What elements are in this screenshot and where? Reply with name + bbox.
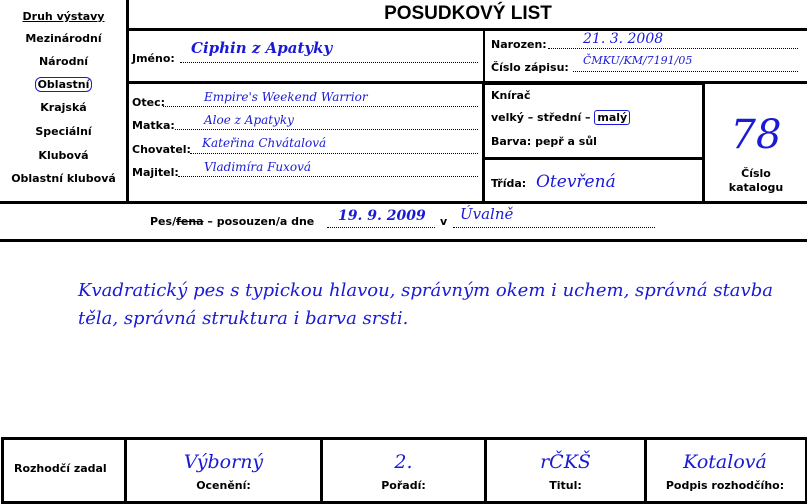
judged-place[interactable]: Úvalně (460, 205, 514, 223)
reg-label: Číslo zápisu: (491, 61, 569, 74)
signature-label: Podpis rozhodčího: (665, 479, 785, 492)
class-label: Třída: (491, 177, 527, 190)
catalog-number[interactable]: 78 (730, 112, 782, 158)
owner-value[interactable]: Vladimíra Fuxová (204, 160, 312, 174)
place-dotline (453, 227, 655, 228)
title-value[interactable]: rČKŠ (540, 451, 591, 473)
info-bottom-line (0, 201, 807, 204)
mother-value[interactable]: Aloe z Apatyky (204, 113, 294, 127)
show-type-title: Druh výstavy (22, 10, 105, 23)
father-value[interactable]: Empire's Weekend Warrior (204, 90, 368, 104)
show-type-club[interactable]: Klubová (38, 149, 89, 162)
show-type-regional[interactable] (0, 78, 127, 91)
page-title: POSUDKOVÝ LIST (384, 3, 552, 24)
date-dotline (327, 227, 435, 228)
owner-dotline (178, 176, 478, 177)
father-label: Otec: (132, 96, 165, 109)
breeder-label: Chovatel: (132, 143, 191, 156)
show-type-county[interactable]: Krajská (40, 101, 87, 114)
born-divider (483, 30, 485, 83)
reg-value[interactable]: ČMKU/KM/7191/05 (583, 54, 693, 67)
judged-line: Pes/fena – posouzen/a dne (150, 215, 315, 228)
born-value[interactable]: 21. 3. 2008 (583, 31, 664, 47)
class-value[interactable]: Otevřená (536, 172, 616, 192)
breed-box-top (482, 83, 704, 85)
owner-label: Majitel: (132, 166, 179, 179)
breeder-value[interactable]: Kateřina Chvátalová (202, 136, 327, 150)
show-type-national[interactable]: Národní (38, 55, 89, 68)
father-dotline (163, 106, 478, 107)
rating-label: Ocenění: (196, 479, 251, 492)
show-type-regional-club[interactable]: Oblastní klubová (11, 172, 116, 185)
title-label: Titul: (549, 479, 582, 492)
evaluation-line-2[interactable]: těla, správná struktura i barva srsti. (78, 308, 409, 329)
judge-label: Rozhodčí zadal (14, 462, 107, 475)
born-label: Narozen: (491, 38, 547, 51)
breed-name: Knírač (491, 89, 531, 102)
judged-bottom-line (0, 239, 807, 242)
catalog-label-1: Číslo (741, 167, 771, 180)
order-label: Pořadí: (381, 479, 426, 492)
size-selected: malý (594, 110, 630, 125)
judged-in-label: v (440, 215, 448, 228)
color-field: Barva: pepř a sůl (491, 135, 597, 148)
evaluation-line-1[interactable]: Kvadratický pes s typickou hlavou, správným okem i uchem, správná stavba (78, 280, 773, 301)
born-dotline (548, 48, 798, 49)
selected-marker: Oblastní (35, 77, 93, 92)
reg-dotline (573, 71, 798, 72)
breed-class-divider (482, 157, 704, 160)
mother-label: Matka: (132, 119, 175, 132)
show-type-international[interactable]: Mezinárodní (25, 32, 102, 45)
name-dotline (180, 62, 478, 63)
show-type-special[interactable]: Speciální (35, 125, 92, 138)
rating-value[interactable]: Výborný (183, 451, 264, 473)
judged-date[interactable]: 19. 9. 2009 (338, 208, 426, 224)
signature-value[interactable]: Kotalová (683, 451, 767, 473)
breeder-dotline (190, 153, 478, 154)
order-value[interactable]: 2. (394, 451, 413, 473)
catalog-label-2: katalogu (728, 181, 784, 194)
size-options[interactable]: velký – střední – malý (491, 111, 630, 124)
parents-divider (482, 83, 485, 202)
name-value[interactable]: Ciphin z Apatyky (191, 39, 333, 57)
header-underline (126, 28, 807, 31)
mother-dotline (175, 129, 478, 130)
name-label: Jméno: (132, 52, 175, 65)
